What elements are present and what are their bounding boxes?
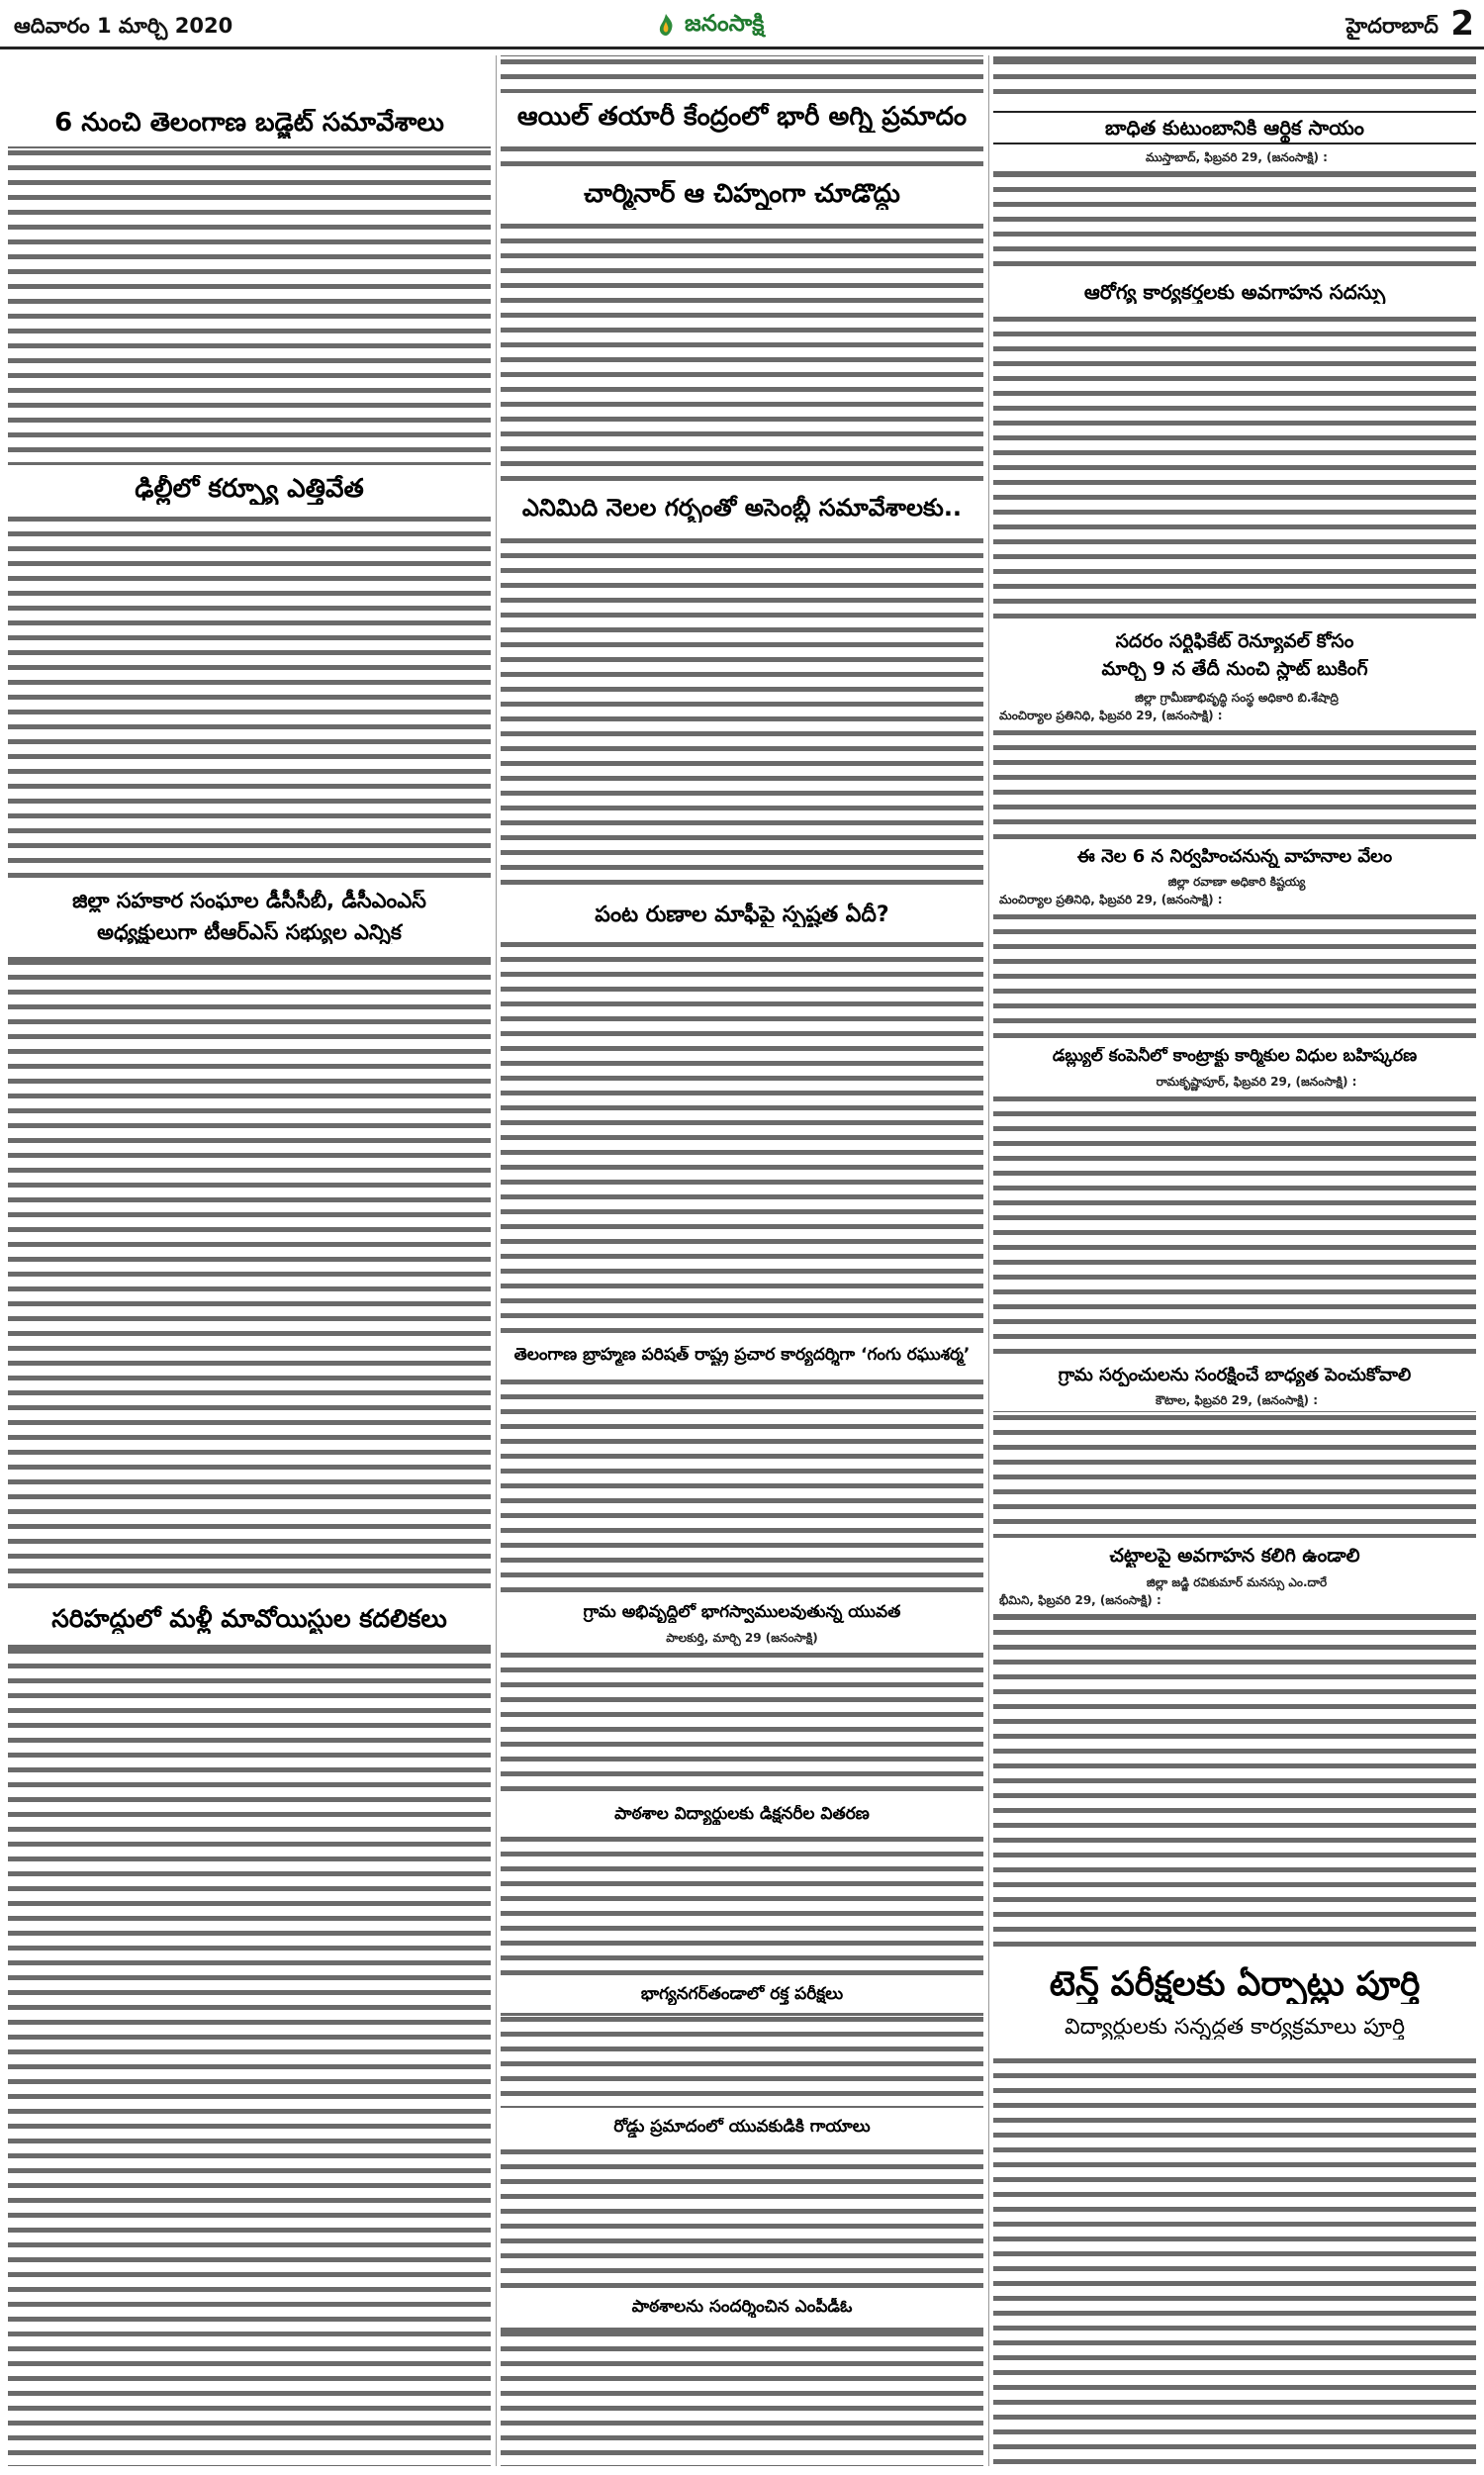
headline-delhi-curfew: ఢిల్లీలో కర్ఫ్యూ ఎత్తివేత (135, 475, 364, 504)
article-body-crop-loan (501, 938, 983, 1336)
article-body-laws (993, 1611, 1476, 1953)
headline-budget: 6 నుంచి తెలంగాణ బడ్జెట్‌ సమావేశాలు (54, 109, 444, 138)
page-number: 2 (1450, 4, 1474, 44)
article-body-blood-tests (501, 2013, 983, 2108)
dateline-village: పాలకుర్తి, మార్చి 29 (జనంసాక్షి) (666, 1631, 818, 1645)
article-body-continued (993, 55, 1476, 103)
headline-health-workers: ఆరోగ్య కార్యకర్తలకు అవగాహన సదస్సు (1083, 281, 1386, 304)
headline-sadaram-line1: సదరం సర్టిఫికేట్‌ రెన్యూవల్‌ కోసం (1115, 631, 1354, 652)
article-body-auction (993, 910, 1476, 1039)
article-body-sadaram (993, 726, 1476, 839)
headline-assembly: ఎనిమిది నెలల గర్భంతో అసెంబ్లీ సమావేశాలకు.. (521, 495, 963, 522)
headline-sadaram-line2: మార్చి 9 న తేదీ నుంచి స్లాట్‌ బుకింగ్‌ (1101, 659, 1368, 680)
headline-brahmana-parishad: తెలంగాణ బ్రాహ్మణ పరిషత్‌ రాష్ట్ర ప్రచార కార్యదర్శిగా ‘గంగు రఘుశర్మ’ (513, 1346, 971, 1365)
headline-mpdo-visit: పాఠశాలను సందర్శించిన ఎంపీడీఓ (631, 2298, 853, 2317)
headline-crop-loan: పంట రుణాల మాఫీపై స్పష్టత ఏదీ? (595, 903, 889, 927)
flame-logo-icon (653, 12, 679, 38)
dateline-sadaram: మంచిర్యాల ప్రతినిధి, ఫిబ్రవరి 29, (జనంసాక్షి) : (999, 709, 1223, 722)
headline-road-accident: రోడ్డు ప్రమాదంలో యువకుడికి గాయాలు (613, 2118, 871, 2137)
headline-dccb-line1: జిల్లా సహకార సంఘాల డీసీసీబీ, డీసీఎంఎస్‌ (72, 889, 426, 912)
issue-date: ఆదివారం 1 మార్చి 2020 (14, 14, 233, 38)
dateline-aid: ముస్తాబాద్‌, ఫిబ్రవరి 29, (జనంసాక్షి) : (1146, 150, 1328, 164)
headline-village-youth: గ్రామ అభివృద్ధిలో భాగస్వాములవుతున్న యువత (583, 1603, 901, 1622)
headline-charminar: చార్మినార్‌ ఆ చిహ్నంగా చూడొద్దు (584, 180, 900, 209)
dateline-contract: రామకృష్ణాపూర్‌, ఫిబ్రవరి 29, (జనంసాక్షి) : (1156, 1075, 1357, 1089)
dateline-sadaram-official: జిల్లా గ్రామీణాభివృద్ధి సంస్థ అధికారి బి.శేషాద్రి (1135, 691, 1339, 705)
article-body-mpdo (501, 2328, 983, 2466)
article-body-dictionaries (501, 1833, 983, 1975)
masthead (0, 0, 1484, 49)
headline-dccb-line2: అధ్యక్షులుగా టీఆర్‌ఎస్‌ సభ్యుల ఎన్నిక (97, 920, 402, 944)
article-body-contract (993, 1093, 1476, 1358)
article-body-fire (501, 143, 983, 170)
headline-vehicle-auction: ఈ నెల 6 న నిర్వహించనున్న వాహనాల వేలం (1076, 847, 1393, 867)
edition-city: హైదరాబాద్ (1345, 14, 1438, 38)
headline-contract-workers: డబ్ల్యుల్‌ కంపెనీలో కాంట్రాక్టు కార్మికుల విధుల బహిష్కరణ (1052, 1047, 1418, 1066)
article-body-budget (8, 146, 491, 465)
article-body-maoists (8, 1645, 491, 2466)
dateline-gramam: కౌటాల, ఫిబ్రవరి 29, (జనంసాక్షి) : (1155, 1393, 1319, 1407)
column-rule (496, 55, 497, 2466)
dateline-laws-official: జిల్లా జడ్జి రవికుమార్‌ మనస్సు ఎం.దారే (1146, 1575, 1328, 1589)
dateline-laws: భీమిని, ఫిబ్రవరి 29, (జనంసాక్షి) : (999, 1593, 1161, 1607)
column-rule (988, 55, 989, 2466)
headline-tenth-exams: టెన్త్‌ పరీక్షలకు ఏర్పాట్లు పూర్తి (1049, 1965, 1421, 2004)
newspaper-logo (653, 8, 831, 42)
headline-blood-tests: భాగ్యనగర్‌తండాలో రక్త పరీక్షలు (640, 1985, 844, 2004)
headline-maoists: సరిహద్దులో మళ్లీ మావోయిస్టుల కదలికలు (51, 1605, 447, 1633)
dateline-auction-official: జిల్లా రవాణా అధికారి కిష్టయ్య (1167, 875, 1306, 889)
article-body-delhi (8, 513, 491, 879)
article-body-dccb (8, 956, 491, 1597)
article-body-continued (501, 55, 983, 93)
headline-sarpanch: గ్రామ సర్పంచులను సంరక్షించే బాధ్యత పెంచుకోవాలి (1058, 1366, 1412, 1385)
article-body-charminar (501, 220, 983, 485)
article-body-tenth-exams (993, 2054, 1476, 2466)
subheadline-tenth-exams: విద్యార్థులకు సన్నద్ధత కార్యక్రమాలు పూర్తి (1064, 2015, 1406, 2040)
headline-oil-fire: ఆయిల్‌ తయారీ కేంద్రంలో భారీ అగ్ని ప్రమాదం (516, 103, 968, 132)
headline-financial-aid: బాధిత కుటుంబానికి ఆర్థిక సాయం (993, 111, 1476, 144)
article-body-village (501, 1649, 983, 1795)
article-body-sarpanch (993, 1411, 1476, 1538)
dateline-auction: మంచిర్యాల ప్రతినిధి, ఫిబ్రవరి 29, (జనంసాక్షి) : (999, 893, 1223, 906)
article-body-assembly (501, 534, 983, 891)
logo-wordmark: జనంసాక్షి (685, 11, 765, 37)
article-body-health (993, 313, 1476, 621)
article-body-road-accident (501, 2145, 983, 2288)
article-body-aid (993, 168, 1476, 273)
headline-dictionaries: పాఠశాల విద్యార్థులకు డిక్షనరీల వితరణ (614, 1805, 870, 1824)
headline-laws-awareness: చట్టాలపై అవగాహన కలిగి ఉండాలి (1109, 1546, 1360, 1567)
article-body-brahmana (501, 1376, 983, 1595)
